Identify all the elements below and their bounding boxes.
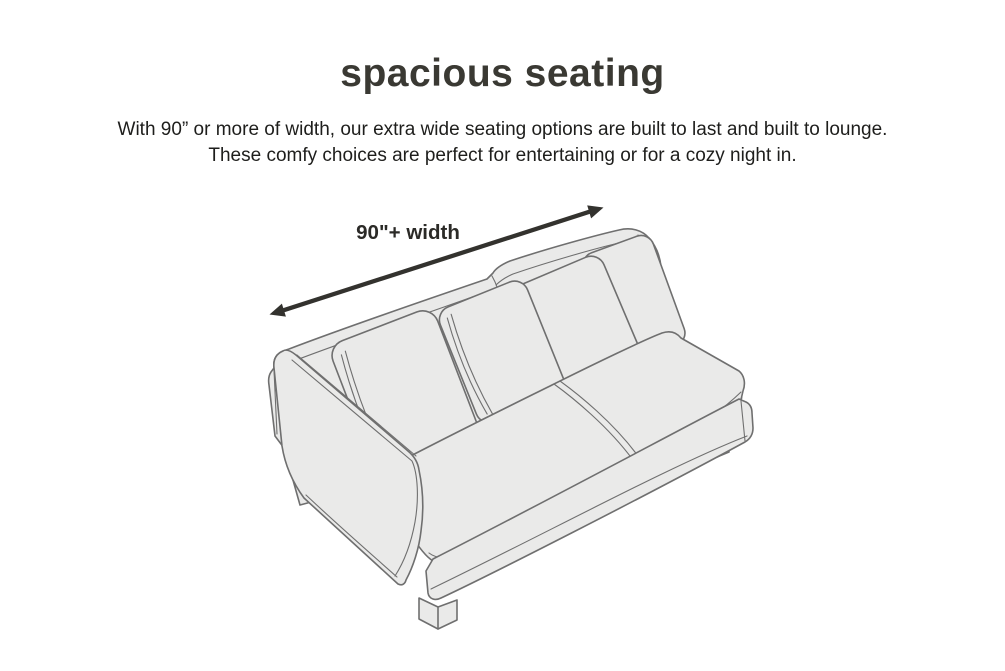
arrowhead-right-icon: [587, 205, 603, 218]
subtitle-line-2: These comfy choices are perfect for entertaining or for a cozy night in.: [208, 145, 797, 166]
width-dimension-label: 90"+ width: [356, 221, 460, 244]
subtitle-line-1: With 90” or more of width, our extra wide seating options are built to last and built to lounge.: [117, 119, 888, 140]
sofa-illustration: [269, 229, 753, 629]
arrowhead-left-icon: [270, 304, 286, 317]
page-title: spacious seating: [340, 52, 665, 95]
